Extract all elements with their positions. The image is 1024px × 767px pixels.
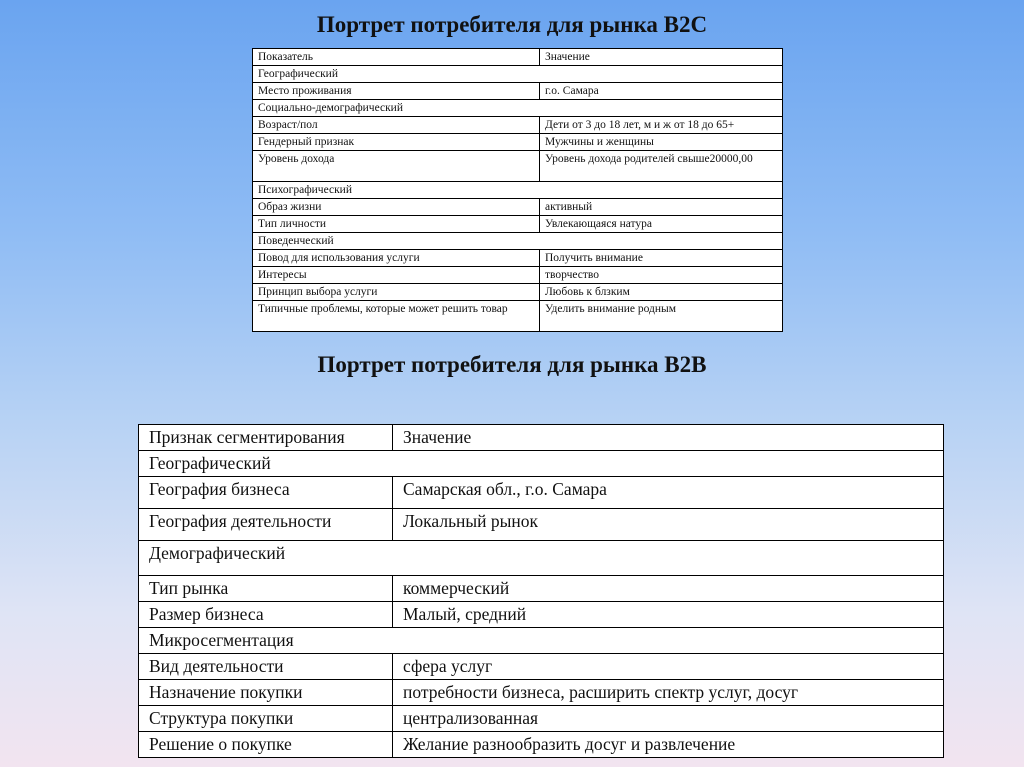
indicator-cell: Решение о покупке (139, 732, 393, 758)
value-cell: Дети от 3 до 18 лет, м и ж от 18 до 65+ (540, 117, 783, 134)
value-cell: Малый, средний (393, 602, 944, 628)
table-row (253, 117, 783, 134)
b2b-portrait-table (138, 424, 944, 758)
table-row (139, 425, 944, 451)
indicator-cell: Уровень дохода (253, 151, 540, 182)
table-row (139, 602, 944, 628)
value-cell: потребности бизнеса, расширить спектр услуг, досуг (393, 680, 944, 706)
value-cell: Желание разнообразить досуг и развлечение (393, 732, 944, 758)
indicator-cell: Образ жизни (253, 199, 540, 216)
table-section-row (139, 628, 944, 654)
value-cell: г.о. Самара (540, 83, 783, 100)
table-section-row (253, 66, 783, 83)
table-section-row (253, 100, 783, 117)
section-label: Демографический (139, 541, 944, 576)
indicator-cell: Повод для использования услуги (253, 250, 540, 267)
table-section-row (139, 541, 944, 576)
indicator-cell: Структура покупки (139, 706, 393, 732)
table-section-row (139, 451, 944, 477)
value-cell: Увлекающаяся натура (540, 216, 783, 233)
value-cell: Уделить внимание родным (540, 301, 783, 332)
value-cell: коммерческий (393, 576, 944, 602)
value-cell: централизованная (393, 706, 944, 732)
table-row (139, 477, 944, 509)
b2b-title: Портрет потребителя для рынка B2B (317, 352, 707, 377)
table-row (139, 732, 944, 758)
value-cell: сфера услуг (393, 654, 944, 680)
value-cell: Мужчины и женщины (540, 134, 783, 151)
indicator-cell: География деятельности (139, 509, 393, 541)
table-section-row (253, 182, 783, 199)
value-cell: Уровень дохода родителей свыше20000,00 (540, 151, 783, 182)
indicator-cell: Тип личности (253, 216, 540, 233)
value-cell: Получить внимание (540, 250, 783, 267)
table-row (253, 250, 783, 267)
indicator-cell: Принцип выбора услуги (253, 284, 540, 301)
table-row (139, 509, 944, 541)
value-cell: Самарская обл., г.о. Самара (393, 477, 944, 509)
table-section-row (253, 233, 783, 250)
b2c-title: Портрет потребителя для рынка B2C (316, 12, 708, 37)
indicator-cell: География бизнеса (139, 477, 393, 509)
section-label: Психографический (253, 182, 783, 199)
table-row (253, 216, 783, 233)
value-cell: творчество (540, 267, 783, 284)
indicator-cell: Назначение покупки (139, 680, 393, 706)
table-row (253, 49, 783, 66)
indicator-cell: Тип рынка (139, 576, 393, 602)
indicator-cell: Признак сегментирования (139, 425, 393, 451)
value-cell: Значение (393, 425, 944, 451)
table-row (253, 301, 783, 332)
table-row (139, 654, 944, 680)
indicator-cell: Показатель (253, 49, 540, 66)
table-row (253, 151, 783, 182)
indicator-cell: Гендерный признак (253, 134, 540, 151)
indicator-cell: Размер бизнеса (139, 602, 393, 628)
indicator-cell: Типичные проблемы, которые может решить товар (253, 301, 540, 332)
section-label: Микросегментация (139, 628, 944, 654)
table-row (139, 706, 944, 732)
value-cell: Любовь к блзким (540, 284, 783, 301)
section-label: Географический (139, 451, 944, 477)
section-label: Географический (253, 66, 783, 83)
b2c-portrait-table (252, 48, 783, 332)
section-label: Социально-демографический (253, 100, 783, 117)
table-row (253, 83, 783, 100)
table-row (253, 284, 783, 301)
indicator-cell: Возраст/пол (253, 117, 540, 134)
value-cell: активный (540, 199, 783, 216)
table-row (253, 134, 783, 151)
table-row (253, 267, 783, 284)
value-cell: Локальный рынок (393, 509, 944, 541)
indicator-cell: Место проживания (253, 83, 540, 100)
table-row (253, 199, 783, 216)
value-cell: Значение (540, 49, 783, 66)
table-row (139, 576, 944, 602)
indicator-cell: Вид деятельности (139, 654, 393, 680)
indicator-cell: Интересы (253, 267, 540, 284)
section-label: Поведенческий (253, 233, 783, 250)
table-row (139, 680, 944, 706)
